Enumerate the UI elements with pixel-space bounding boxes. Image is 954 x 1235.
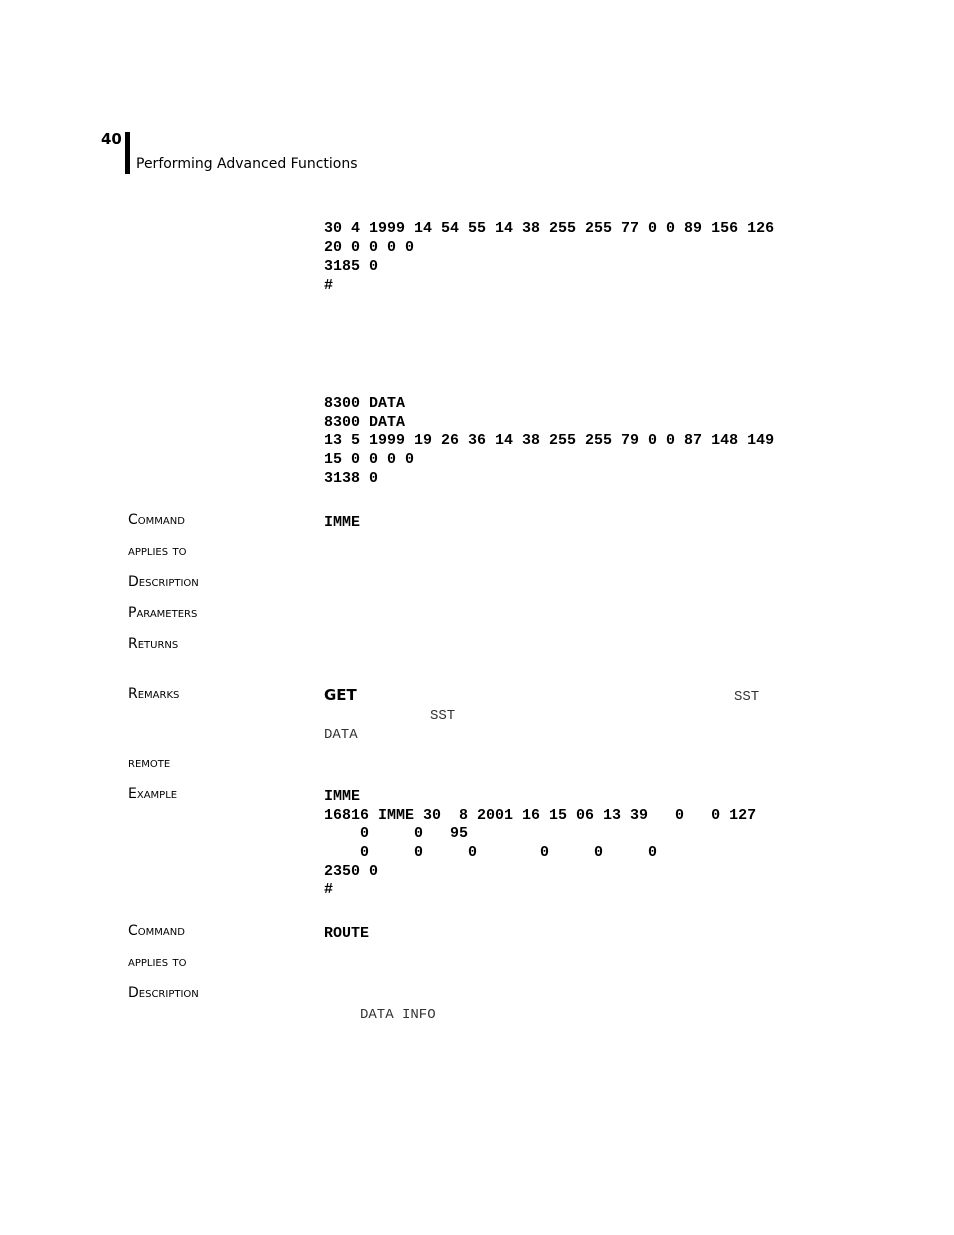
description-label: Description: [128, 574, 199, 590]
output-line: 8300 DATA: [324, 414, 406, 431]
applies-to-label: applies to: [128, 954, 187, 970]
example-line: 0 0 95: [324, 825, 469, 842]
parameters-label: Parameters: [128, 605, 198, 621]
example-label: Example: [128, 786, 178, 802]
command-label: Command: [128, 512, 185, 528]
output-line: 30 4 1999 14 54 55 14 38 255 255 77 0 0 89 156 126: [324, 220, 775, 237]
example-line: IMME: [324, 788, 361, 805]
command-value: IMME: [324, 514, 361, 531]
remarks-get: GET: [324, 686, 357, 704]
output-line: 20 0 0 0 0: [324, 239, 415, 256]
remote-label: remote: [128, 755, 171, 771]
header-rule: [125, 132, 130, 174]
description-fragment: DATA INFO: [360, 1007, 436, 1023]
example-line: 16816 IMME 30 8 2001 16 15 06 13 39 0 0 127: [324, 807, 757, 824]
page-number: 40: [101, 130, 122, 148]
example-line: 0 0 0 0 0 0: [324, 844, 658, 861]
output-line: 13 5 1999 19 26 36 14 38 255 255 79 0 0 87 148 149: [324, 432, 775, 449]
remarks-label: Remarks: [128, 686, 180, 702]
output-line: 3185 0: [324, 258, 379, 275]
applies-to-label: applies to: [128, 543, 187, 559]
example-line: #: [324, 881, 334, 898]
output-line: #: [324, 277, 334, 294]
remarks-sst: SST: [734, 689, 760, 705]
remarks-sst: SST: [430, 708, 456, 724]
output-line: 15 0 0 0 0: [324, 451, 415, 468]
remarks-data: DATA: [324, 727, 358, 743]
section-title: Performing Advanced Functions: [136, 156, 358, 172]
returns-label: Returns: [128, 636, 179, 652]
description-label: Description: [128, 985, 199, 1001]
output-line: 8300 DATA: [324, 395, 406, 412]
example-line: 2350 0: [324, 863, 379, 880]
command-label: Command: [128, 923, 185, 939]
command-value: ROUTE: [324, 925, 370, 942]
output-line: 3138 0: [324, 470, 379, 487]
